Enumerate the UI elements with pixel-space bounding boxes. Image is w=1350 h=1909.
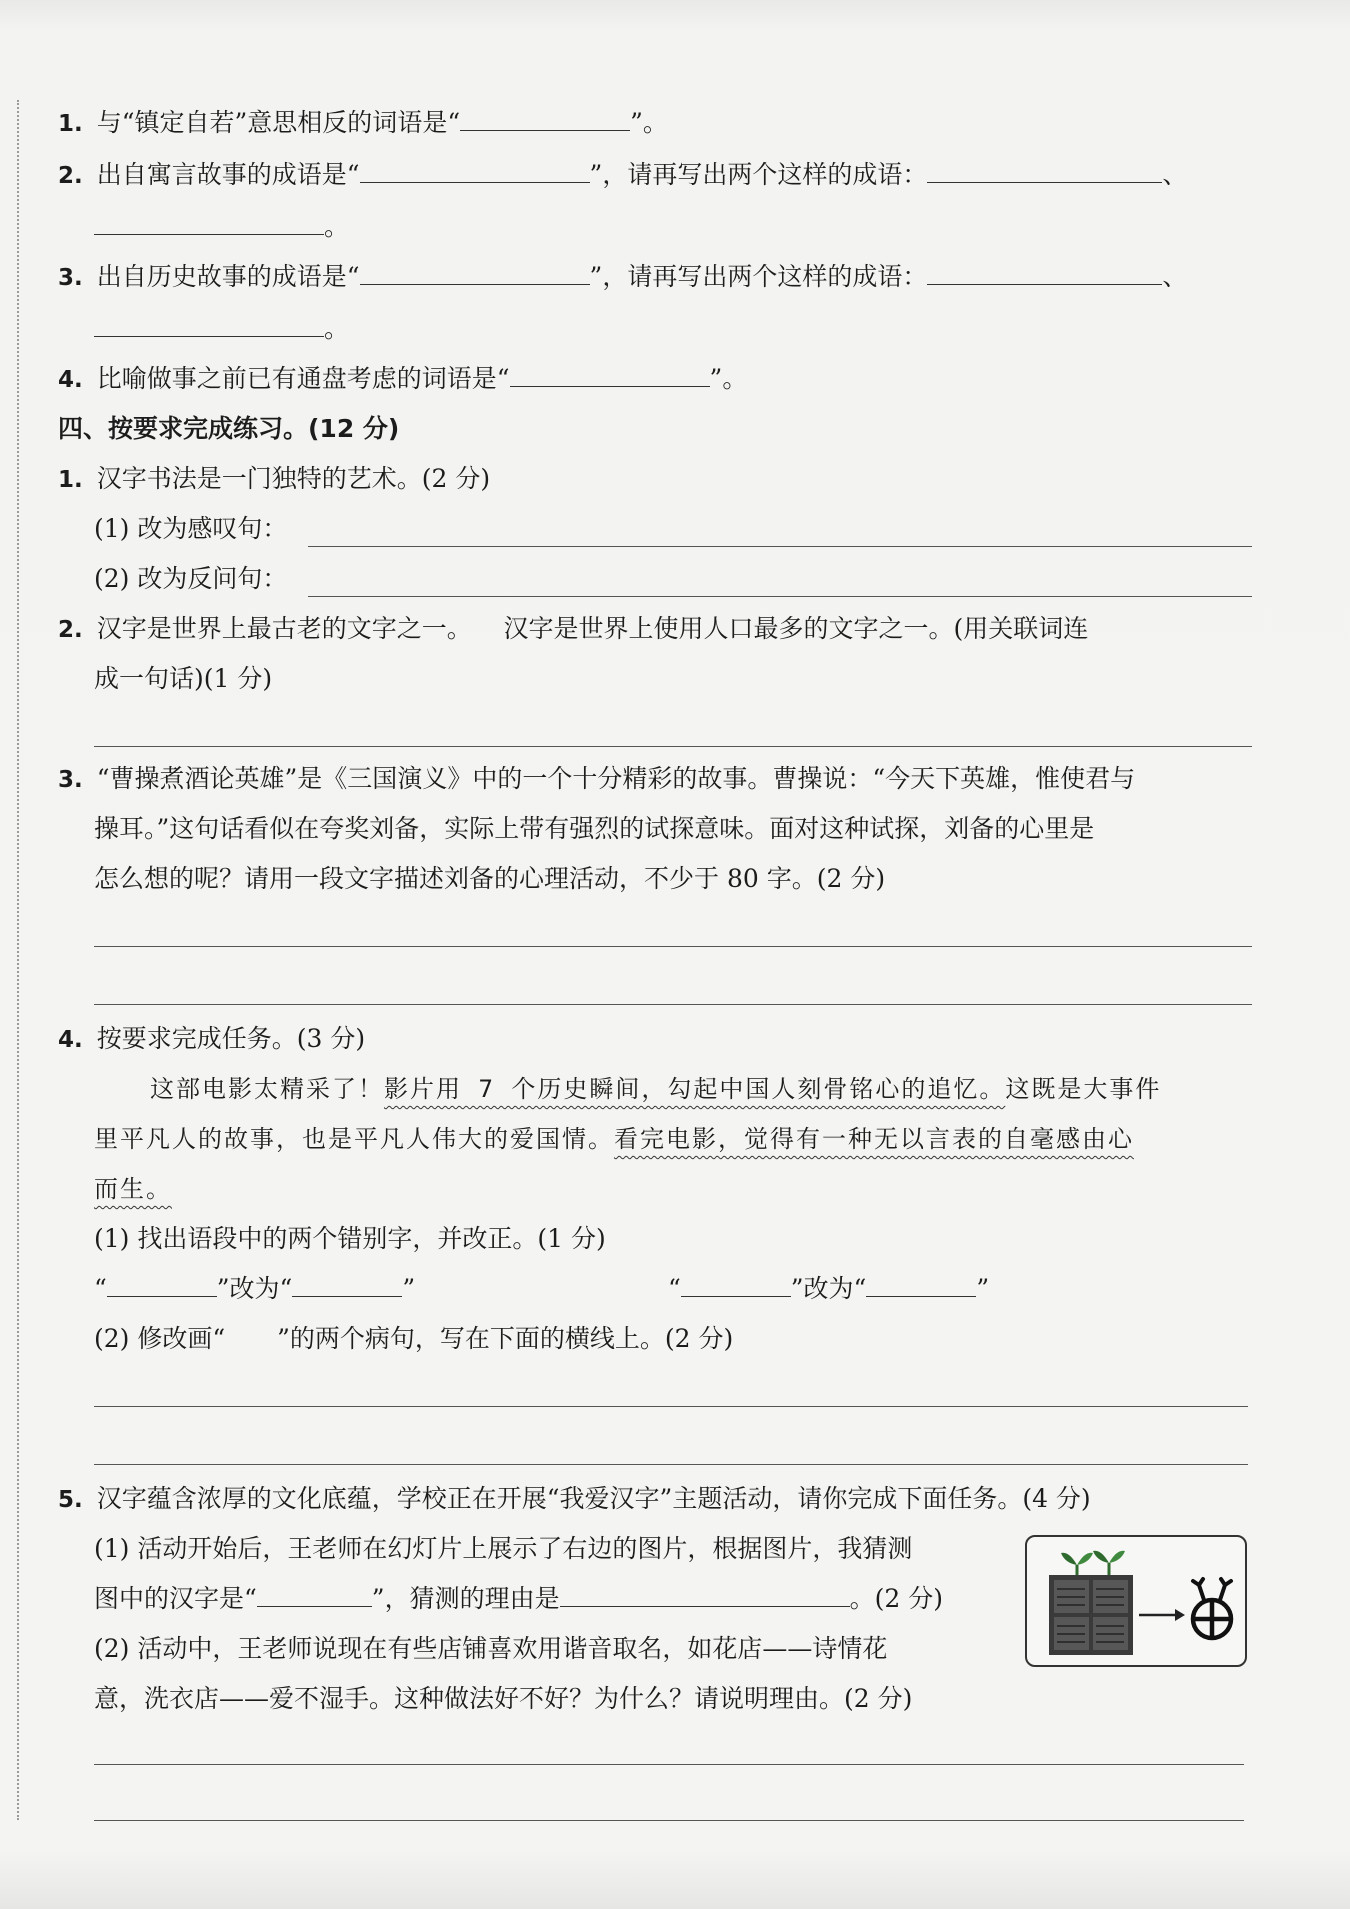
- answer-blank[interactable]: [292, 1274, 402, 1297]
- question-4-1: 1. 汉字书法是一门独特的艺术。(2 分): [58, 464, 491, 493]
- question-3-2: 2. 出自寓言故事的成语是“ ”，请再写出两个这样的成语： 、: [58, 160, 1188, 189]
- question-3-2-cont: 。: [94, 210, 349, 244]
- question-4-5-sub1-cont: 图中的汉字是“ ”，猜测的理由是 。(2 分): [94, 1584, 943, 1613]
- answer-blank[interactable]: [866, 1274, 976, 1297]
- wavy-sample: [225, 1322, 277, 1356]
- question-4-4-sub2: (2) 修改画“ ”的两个病句，写在下面的横线上。(2 分): [94, 1322, 733, 1356]
- question-4-5-sub1: (1) 活动开始后，王老师在幻灯片上展示了右边的图片，根据图片，我猜测: [94, 1534, 913, 1563]
- question-4-1-sub2: (2) 改为反问句：: [94, 564, 288, 593]
- passage-line-2: 里平凡人的故事，也是平凡人伟大的爱国情。看完电影，觉得有一种无以言表的自毫感由心: [94, 1125, 1134, 1153]
- question-4-5-sub2: (2) 活动中，王老师说现在有些店铺喜欢用谐音取名，如花店——诗情花: [94, 1634, 888, 1663]
- passage-line-1: 这部电影太精采了！影片用 7 个历史瞬间，勾起中国人刻骨铭心的追忆。这既是大事件: [150, 1075, 1162, 1103]
- answer-blank[interactable]: [681, 1274, 791, 1297]
- question-4-3: 3. “曹操煮酒论英雄”是《三国演义》中的一个十分精彩的故事。曹操说：“今天下英雄，惟使君与: [58, 764, 1136, 793]
- correction-pair-2: “ ”改为“ ”: [668, 1274, 990, 1303]
- answer-line[interactable]: [94, 1764, 1244, 1765]
- answer-blank[interactable]: [360, 262, 590, 285]
- answer-blank[interactable]: [94, 212, 324, 235]
- question-4-3-cont2: 怎么想的呢？请用一段文字描述刘备的心理活动，不少于 80 字。(2 分): [94, 864, 886, 893]
- section-heading: 四、按要求完成练习。(12 分): [58, 414, 400, 443]
- question-4-2: 2. 汉字是世界上最古老的文字之一。 汉字是世界上使用人口最多的文字之一。(用关联词连: [58, 614, 1089, 643]
- question-4-5: 5. 汉字蕴含浓厚的文化底蕴，学校正在开展“我爱汉字”主题活动，请你完成下面任务。(4 分): [58, 1484, 1091, 1513]
- answer-line[interactable]: [94, 946, 1252, 947]
- question-4-5-sub2-cont: 意，洗衣店——爱不湿手。这种做法好不好？为什么？请说明理由。(2 分): [94, 1684, 913, 1713]
- answer-blank[interactable]: [257, 1584, 372, 1607]
- question-4-4: 4. 按要求完成任务。(3 分): [58, 1024, 366, 1053]
- field-pictograph-box: [1025, 1535, 1247, 1667]
- field-pictograph-icon: [1027, 1537, 1245, 1665]
- answer-blank[interactable]: [94, 314, 324, 337]
- question-3-4: 4. 比喻做事之前已有通盘考虑的词语是“ ”。: [58, 364, 748, 393]
- answer-blank[interactable]: [927, 262, 1162, 285]
- wavy-sentence-1: 影片用 7 个历史瞬间，勾起中国人刻骨铭心的追忆。: [384, 1075, 1006, 1103]
- answer-line[interactable]: [308, 596, 1252, 597]
- correction-pair-1: “ ”改为“ ”: [94, 1274, 416, 1303]
- question-3-1: 1. 与“镇定自若”意思相反的词语是“ ”。: [58, 108, 668, 137]
- answer-blank[interactable]: [927, 160, 1162, 183]
- answer-line[interactable]: [94, 1820, 1244, 1821]
- question-3-3: 3. 出自历史故事的成语是“ ”，请再写出两个这样的成语： 、: [58, 262, 1188, 291]
- answer-line[interactable]: [94, 746, 1252, 747]
- answer-blank[interactable]: [360, 160, 590, 183]
- answer-line[interactable]: [94, 1004, 1252, 1005]
- answer-blank[interactable]: [460, 108, 630, 131]
- answer-line[interactable]: [94, 1406, 1248, 1407]
- question-4-1-sub1: (1) 改为感叹句：: [94, 514, 288, 543]
- wavy-sentence-2: 看完电影，觉得有一种无以言表的自毫感由心: [614, 1125, 1134, 1153]
- question-4-4-sub1: (1) 找出语段中的两个错别字，并改正。(1 分): [94, 1224, 606, 1253]
- answer-blank[interactable]: [560, 1584, 850, 1607]
- answer-line[interactable]: [94, 1464, 1248, 1465]
- passage-line-3: 而生。: [94, 1175, 172, 1203]
- answer-blank[interactable]: [107, 1274, 217, 1297]
- question-3-3-cont: 。: [94, 312, 349, 346]
- question-4-2-cont: 成一句话)(1 分): [94, 664, 273, 693]
- answer-blank[interactable]: [510, 364, 710, 387]
- answer-line[interactable]: [308, 546, 1252, 547]
- question-4-3-cont1: 操耳。”这句话看似在夸奖刘备，实际上带有强烈的试探意味。面对这种试探，刘备的心里是: [94, 814, 1095, 843]
